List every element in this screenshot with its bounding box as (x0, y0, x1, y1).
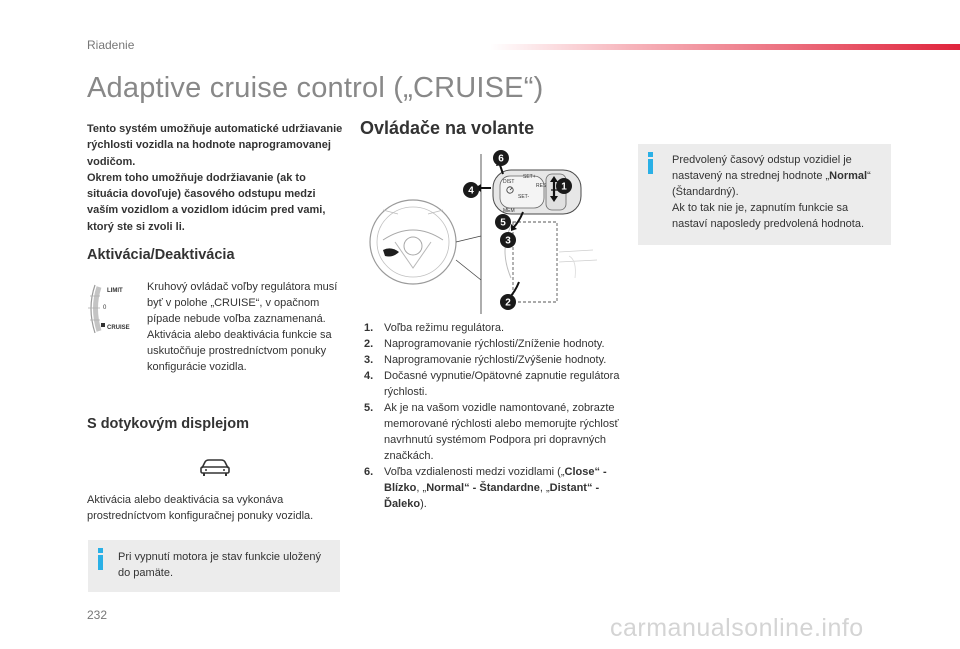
activation-text-2: Aktivácia alebo deaktivácia funkcie sa uskutočňuje prostredníctvom ponuky konfigurácie vozidla. (147, 329, 332, 373)
svg-text:1: 1 (561, 181, 567, 193)
callout-5 (495, 214, 511, 230)
section-label: Riadenie (87, 38, 135, 52)
watermark: carmanualsonline.info (610, 614, 864, 642)
activation-text-1: Kruhový ovládač voľby regulátora musí byť v polohe „CRUISE“, v opačnom pípade nebude voľba zaznamenaná. (147, 281, 338, 325)
svg-text:2: 2 (505, 297, 511, 309)
callout-3 (500, 232, 516, 248)
distance-info-box (638, 144, 891, 245)
steering-heading: Ovládače na volante (360, 118, 535, 138)
legend-item-6: 6. Voľba vzdialenosti medzi vozidlami („Close“ - Blízko, „Normal“ - Štandardne, „Distant“ - Ďaleko). (364, 466, 607, 510)
stalk-label-mem: MEM (503, 208, 515, 214)
activation-heading: Aktivácia/Deaktivácia (87, 247, 235, 263)
cruise-knob-illustration (85, 281, 143, 336)
touchscreen-heading: S dotykovým displejom (87, 416, 249, 432)
svg-text:6: 6 (498, 153, 504, 165)
page-title: Adaptive cruise control („CRUISE“) (87, 72, 544, 104)
activation-description (147, 279, 343, 375)
intro-line-1: Tento systém umožňuje automatické udržiavanie rýchlosti vozidla na hodnote naprogramovanej vodičom. (87, 123, 343, 168)
page-number: 232 (87, 608, 108, 622)
svg-text:5: 5 (500, 217, 506, 229)
intro-text (87, 121, 345, 235)
memory-info-box (88, 540, 340, 592)
stalk-label-set-plus: SET+ (523, 174, 536, 180)
svg-text:3: 3 (505, 235, 511, 247)
steering-controls-illustration (363, 150, 613, 318)
distance-info-text: Predvolený časový odstup vozidiel je nastavený na strednej hodnote „Normal“ (Štandardný). Ak to tak nie je, zapnutím funkcie sa nastaví naposledy predvolená hodnota. (672, 154, 871, 230)
intro-line-2: Okrem toho umožňuje dodržiavanie (ak to situácia dovoľuje) časového odstupu medzi vaším vozidlom a vozidlom idúcim pred vami, ktorý ste si zvoli li. (87, 171, 326, 233)
header-accent-bar (490, 44, 960, 50)
memory-info-text: Pri vypnutí motora je stav funkcie uložený do pamäte. (118, 551, 321, 579)
knob-label-cruise: CRUISE (107, 325, 130, 331)
callout-1 (556, 178, 572, 194)
info-icon (646, 152, 656, 174)
info-icon (96, 548, 106, 570)
callout-4 (463, 182, 479, 198)
stalk-label-res: RES (536, 183, 547, 189)
legend-item-1: 1. Voľba režimu regulátora. (364, 322, 504, 334)
stalk-label-set-minus: SET- (518, 194, 530, 200)
legend-item-2: 2. Naprogramovanie rýchlosti/Zníženie hodnoty. (364, 338, 605, 350)
svg-text:4: 4 (468, 185, 474, 197)
knob-label-zero: 0 (103, 305, 107, 311)
callout-6 (493, 150, 509, 166)
callout-2 (500, 294, 516, 310)
controls-legend (364, 320, 624, 512)
knob-label-limit: LIMIT (107, 288, 123, 294)
car-icon (199, 454, 231, 478)
legend-item-4: 4. Dočasné vypnutie/Opätovné zapnutie regulátora rýchlosti. (364, 370, 620, 398)
touchscreen-description: Aktivácia alebo deaktivácia sa vykonáva prostredníctvom konfiguračnej ponuky vozidla. (87, 494, 314, 522)
legend-item-3: 3. Naprogramovanie rýchlosti/Zvýšenie hodnoty. (364, 354, 607, 366)
legend-item-5: 5. Ak je na vašom vozidle namontované, zobrazte memorované rýchlosti alebo memorujte rýchlosť navrhnutú systémom Podpora pri dopravných značkách. (364, 402, 619, 462)
stalk-label-dist: DIST (503, 179, 515, 185)
